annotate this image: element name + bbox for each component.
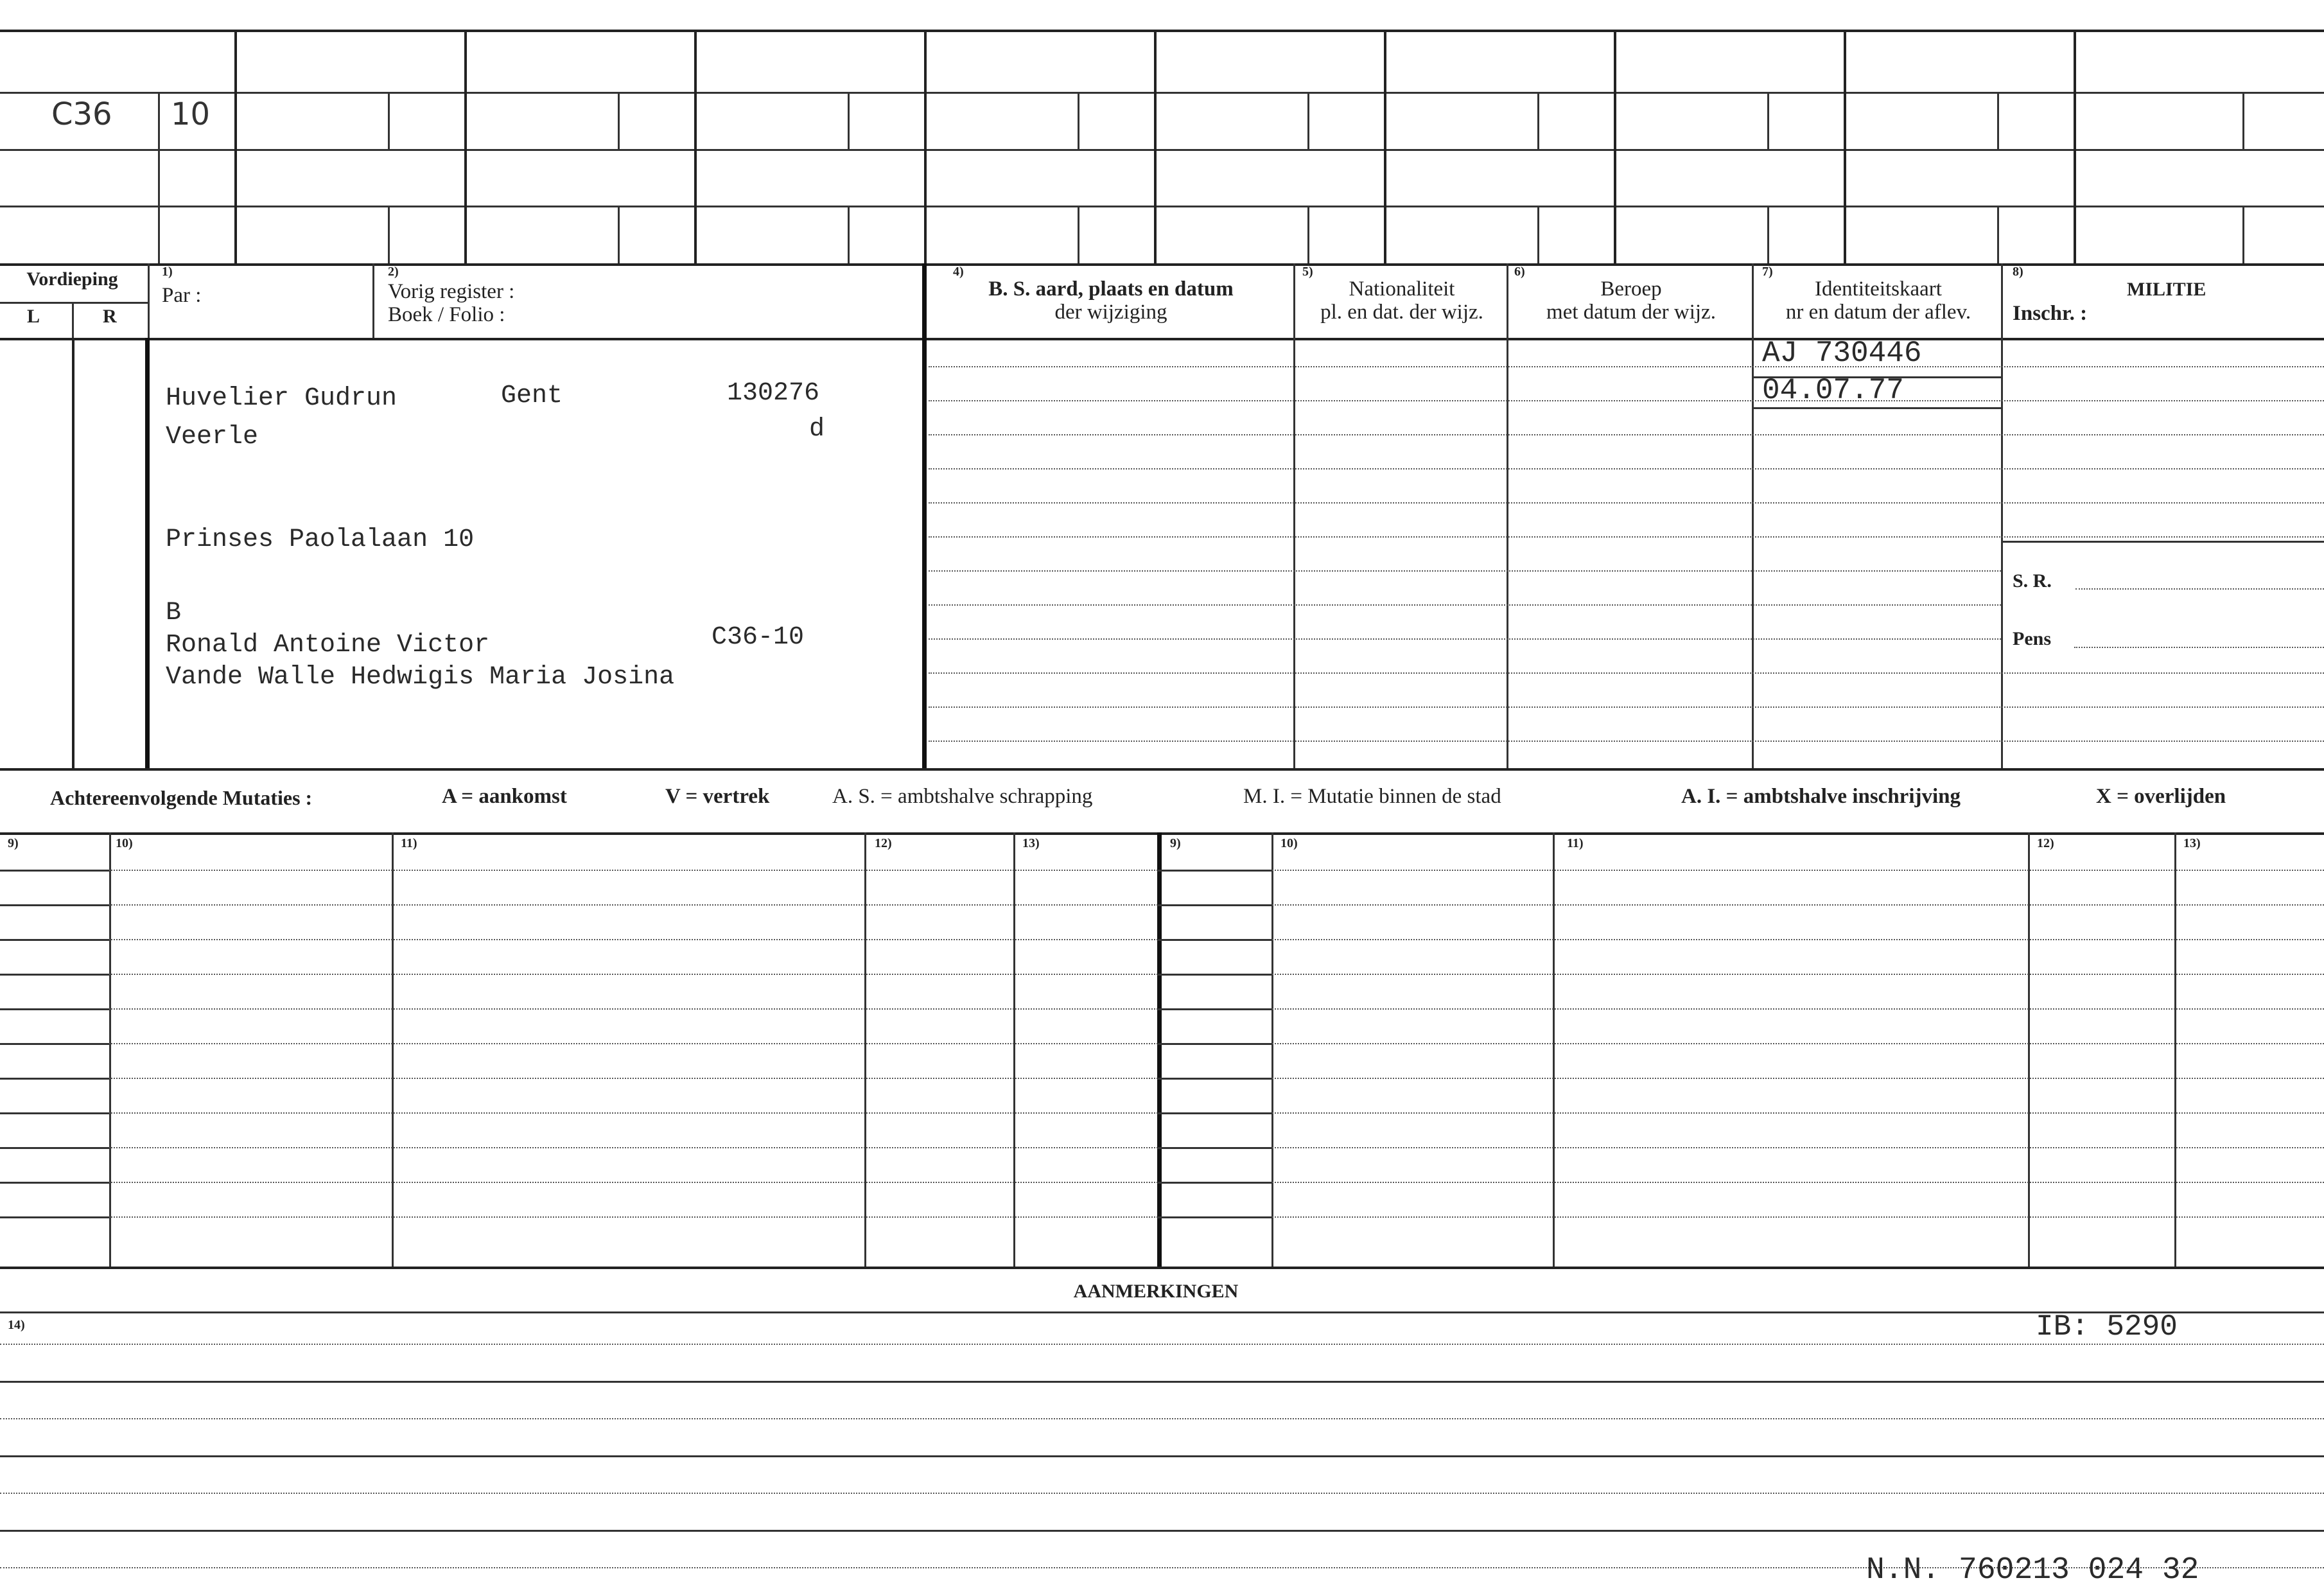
grid-line	[618, 92, 620, 149]
bs-line1: B. S. aard, plaats en datum	[988, 277, 1234, 301]
grid-line	[1614, 30, 1616, 263]
grid-line	[0, 939, 109, 941]
mut-left-col9: 9)	[8, 836, 19, 850]
grid-line	[388, 92, 390, 149]
grid-line	[2074, 30, 2076, 263]
grid-line	[0, 1216, 109, 1218]
mut-right-col12: 12)	[2037, 836, 2054, 850]
grid-line	[1157, 1182, 1271, 1184]
grid-line	[922, 263, 927, 768]
remarks-ib: IB: 5290	[2036, 1310, 2178, 1344]
grid-line	[1307, 92, 1309, 149]
legend-as: A. S. = ambtshalve schrapping	[832, 785, 1093, 808]
vordieping-right: R	[103, 306, 117, 327]
grid-line	[0, 1311, 2324, 1313]
grid-line	[929, 638, 2001, 640]
grid-line	[929, 434, 2324, 435]
militie-inschr: Inschr. :	[2013, 302, 2088, 325]
nat-num: 5)	[1302, 265, 1313, 279]
grid-line	[2001, 541, 2324, 543]
militie-pens: Pens	[2013, 628, 2051, 649]
header-bottom-line	[0, 338, 2324, 340]
grid-line	[0, 1008, 109, 1010]
militie-sr: S. R.	[2013, 570, 2052, 592]
id-line2: nr en datum der aflev.	[1785, 301, 1971, 324]
grid-line	[929, 468, 2324, 469]
grid-line	[0, 1078, 109, 1080]
grid-line	[929, 536, 2324, 538]
grid-line	[0, 1112, 109, 1114]
grid-line	[1997, 92, 1999, 149]
grid-line	[2174, 832, 2176, 1267]
vordieping-left: L	[27, 306, 40, 327]
grid-line	[1844, 30, 1846, 263]
grid-line	[694, 30, 697, 263]
person-name-line2: Veerle	[166, 423, 259, 452]
grid-line	[1767, 206, 1769, 263]
id-issue-date: 04.07.77	[1762, 374, 1904, 407]
person-birthdate: 130276	[727, 379, 820, 408]
grid-line	[848, 92, 850, 149]
legend-mi: M. I. = Mutatie binnen de stad	[1243, 785, 1501, 808]
grid-line	[234, 30, 237, 263]
body-bottom-line	[0, 768, 2324, 771]
grid-line	[0, 904, 109, 906]
grid-line	[1154, 30, 1157, 263]
grid-line	[0, 870, 109, 872]
militie-num: 8)	[2013, 265, 2023, 279]
grid-line	[929, 570, 2001, 572]
grid-line	[1157, 974, 1271, 976]
grid-line	[0, 92, 2324, 94]
beroep-line1: Beroep	[1600, 277, 1662, 301]
grid-line	[1752, 407, 2001, 409]
grid-line	[1307, 206, 1309, 263]
id-num: 7)	[1762, 265, 1773, 279]
grid-line	[1078, 92, 1079, 149]
person-sex: d	[809, 415, 825, 444]
mutations-top-line	[0, 832, 2324, 835]
grid-line	[1157, 904, 1271, 906]
grid-line	[2075, 588, 2324, 590]
row-number: 10	[171, 96, 211, 132]
grid-line	[464, 30, 467, 263]
legend-x: X = overlijden	[2096, 785, 2226, 808]
vorig-num: 2)	[388, 265, 399, 279]
person-reference: C36-10	[712, 623, 805, 652]
grid-line	[109, 832, 111, 1267]
grid-line	[1013, 832, 1015, 1267]
legend-ai: A. I. = ambtshalve inschrijving	[1681, 785, 1961, 808]
grid-line	[0, 1455, 2324, 1457]
nat-line2: pl. en dat. der wijz.	[1320, 301, 1483, 324]
grid-line	[372, 263, 374, 338]
id-line1: Identiteitskaart	[1815, 277, 1942, 301]
grid-line	[2074, 647, 2324, 648]
grid-line	[1997, 206, 1999, 263]
grid-line	[0, 149, 2324, 151]
grid-line	[1157, 832, 1162, 1267]
grid-line	[0, 1381, 2324, 1383]
grid-line	[1157, 1078, 1271, 1080]
grid-line	[1157, 939, 1271, 941]
grid-line	[848, 206, 850, 263]
militie-title: MILITIE	[2127, 279, 2206, 300]
grid-line	[145, 338, 150, 768]
grid-line	[148, 263, 150, 338]
mut-right-col13: 13)	[2183, 836, 2201, 850]
grid-line	[929, 672, 2324, 674]
mut-right-col9: 9)	[1170, 836, 1181, 850]
grid-line	[929, 366, 2324, 367]
mut-right-col10: 10)	[1280, 836, 1298, 850]
par-num: 1)	[162, 265, 173, 279]
mut-left-col11: 11)	[401, 836, 417, 850]
grid-line	[0, 1530, 2324, 1532]
id-card-number: AJ 730446	[1762, 337, 1922, 370]
grid-line	[2242, 206, 2244, 263]
grid-line	[1384, 30, 1386, 263]
beroep-line2: met datum der wijz.	[1546, 301, 1716, 324]
grid-line	[158, 92, 160, 263]
legend-a: A = aankomst	[442, 785, 567, 808]
mut-left-col10: 10)	[116, 836, 133, 850]
beroep-num: 6)	[1514, 265, 1525, 279]
grid-line	[388, 206, 390, 263]
mutations-title: Achtereenvolgende Mutaties :	[50, 786, 313, 809]
grid-line	[929, 706, 2324, 708]
grid-line	[0, 1344, 2324, 1345]
grid-line	[1157, 870, 1271, 872]
grid-line	[0, 302, 148, 304]
grid-line	[1293, 263, 1295, 768]
grid-line	[0, 1182, 109, 1184]
grid-line	[0, 1147, 109, 1149]
grid-line	[1078, 206, 1079, 263]
mut-right-col11: 11)	[1567, 836, 1584, 850]
grid-line	[1157, 1112, 1271, 1114]
grid-line	[0, 263, 2324, 266]
mut-left-col12: 12)	[875, 836, 892, 850]
person-parent-line1: Ronald Antoine Victor	[166, 631, 490, 660]
grid-line	[929, 502, 2324, 504]
grid-line	[1157, 1216, 1271, 1218]
grid-line	[929, 400, 2324, 401]
grid-line	[0, 206, 2324, 207]
grid-line	[618, 206, 620, 263]
grid-line	[929, 604, 2001, 606]
grid-line	[1157, 1008, 1271, 1010]
remarks-title: AANMERKINGEN	[1073, 1281, 1239, 1302]
remarks-num: 14)	[8, 1318, 25, 1332]
grid-line	[2242, 92, 2244, 149]
remarks-nn: N.N. 760213 024 32	[1866, 1553, 2199, 1588]
grid-line	[1537, 92, 1539, 149]
vorig-line1: Vorig register :	[388, 280, 515, 303]
top-border	[0, 30, 2324, 32]
grid-line	[1553, 832, 1555, 1267]
mut-left-col13: 13)	[1022, 836, 1040, 850]
legend-v: V = vertrek	[665, 785, 770, 808]
grid-line	[929, 741, 2324, 742]
grid-line	[1752, 263, 1754, 768]
grid-line	[0, 974, 109, 976]
nat-line1: Nationaliteit	[1349, 277, 1455, 301]
mutations-bottom-line	[0, 1267, 2324, 1269]
row-code: C36	[51, 96, 112, 132]
grid-line	[392, 832, 394, 1267]
grid-line	[2001, 263, 2003, 768]
grid-line	[1507, 263, 1508, 768]
vorig-line2: Boek / Folio :	[388, 303, 505, 326]
bs-num: 4)	[953, 265, 964, 279]
par-label: Par :	[162, 284, 202, 307]
person-parent-line2: Vande Walle Hedwigis Maria Josina	[166, 663, 675, 692]
person-birthplace: Gent	[501, 381, 563, 410]
grid-line	[1537, 206, 1539, 263]
grid-line	[0, 1418, 2324, 1419]
person-relation-code: B	[166, 599, 182, 627]
grid-line	[1157, 1043, 1271, 1045]
grid-line	[0, 1493, 2324, 1494]
grid-line	[924, 30, 927, 263]
person-name-line1: Huvelier Gudrun	[166, 384, 398, 413]
bs-line2: der wijziging	[1054, 301, 1167, 324]
person-address: Prinses Paolalaan 10	[166, 525, 475, 554]
vordieping-title: Vordieping	[26, 268, 118, 290]
grid-line	[2028, 832, 2030, 1267]
grid-line	[1157, 1147, 1271, 1149]
grid-line	[0, 1043, 109, 1045]
grid-line	[864, 832, 866, 1267]
grid-line	[1271, 832, 1273, 1267]
grid-line	[72, 338, 74, 768]
grid-line	[1767, 92, 1769, 149]
